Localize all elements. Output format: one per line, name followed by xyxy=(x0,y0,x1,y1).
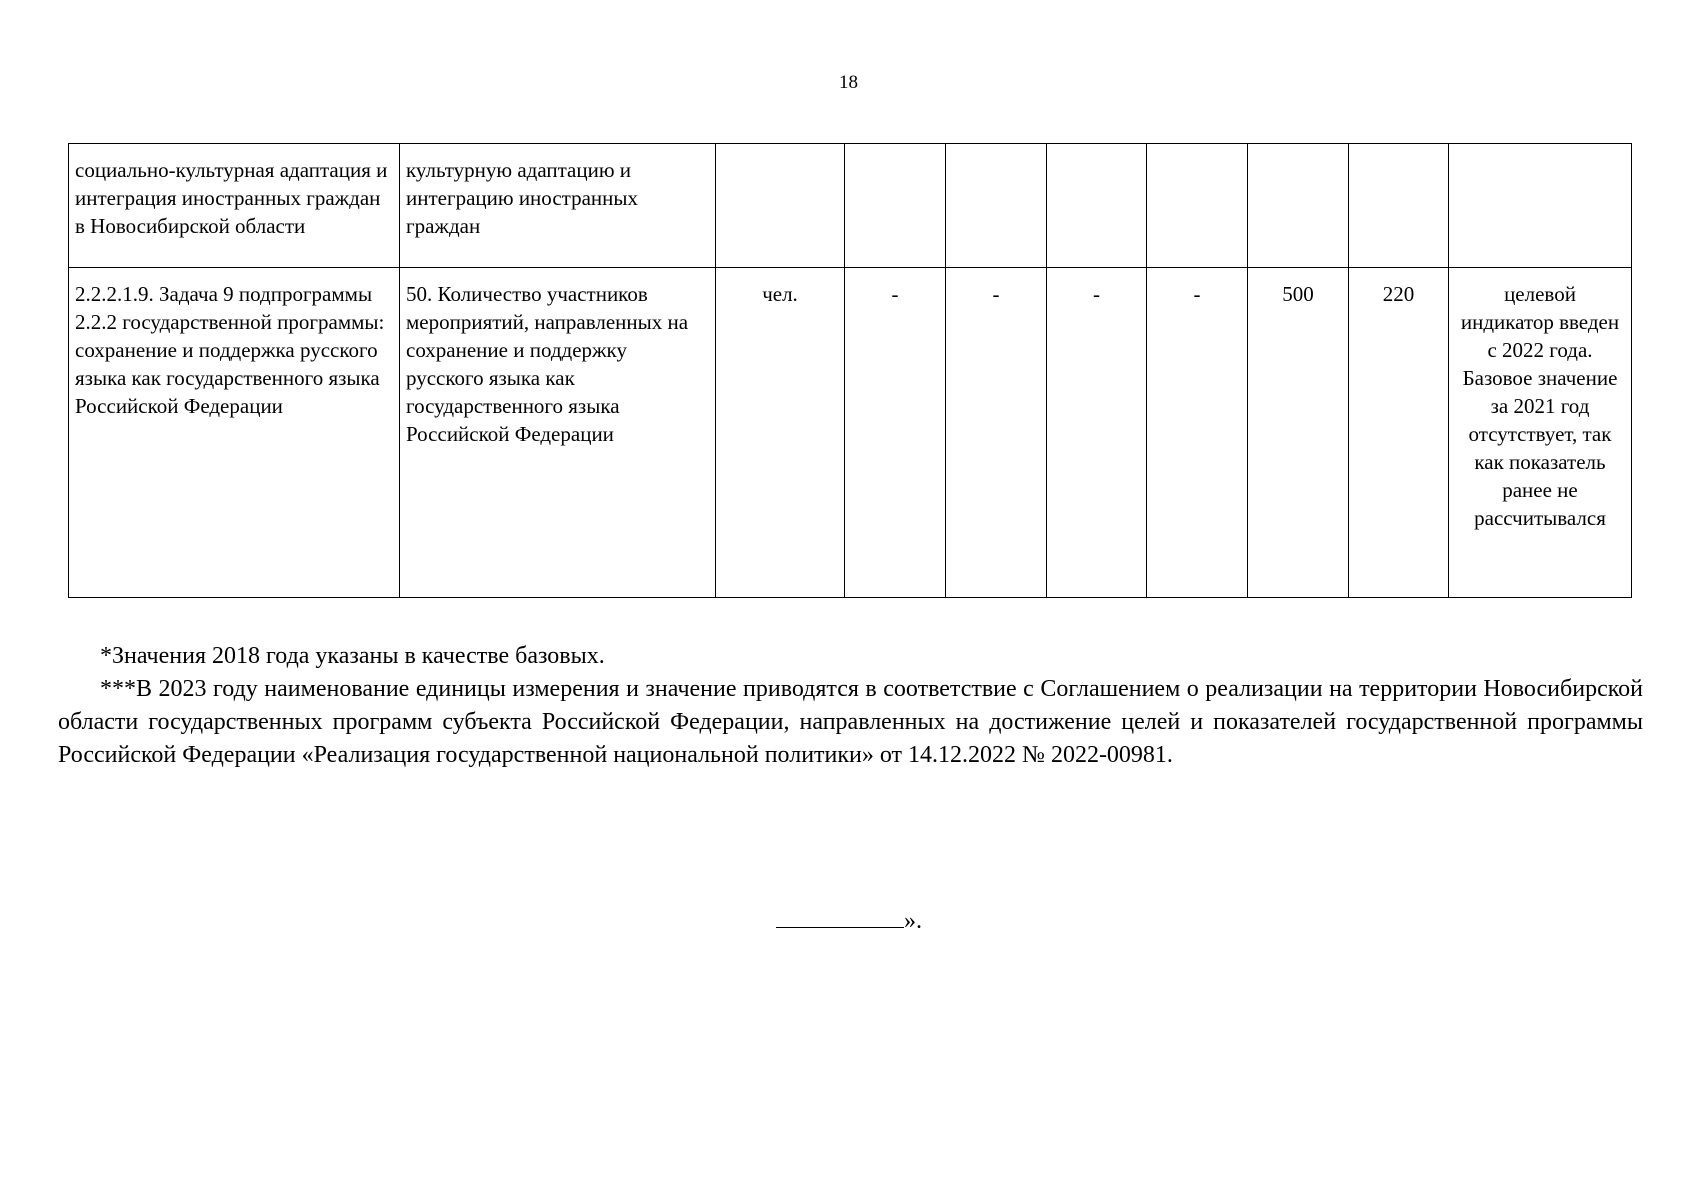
note-cell: целевой индикатор введен с 2022 года. Базовое значение за 2021 год отсутствует, так как показатель ранее не рассчитывался xyxy=(1449,268,1632,598)
closing-underline xyxy=(776,900,904,928)
unit-cell xyxy=(716,144,845,268)
footnote-2023-units: ***В 2023 году наименование единицы измерения и значение приводятся в соответствие с Соглашением о реализации на территории Новосибирской области государственных программ субъекта Российской Федерации, направленных на достижение целей и показателей государственной программы Российской Федерации «Реализация государственной национальной политики» от 14.12.2022 № 2022-00981. xyxy=(58,676,1643,768)
value-cell xyxy=(946,144,1047,268)
footnotes xyxy=(58,640,1643,772)
value-cell xyxy=(1147,144,1248,268)
table-row xyxy=(69,144,1632,268)
value-cell: 500 xyxy=(1248,268,1349,598)
value-cell: - xyxy=(1047,268,1147,598)
value-cell: 220 xyxy=(1349,268,1449,598)
value-cell xyxy=(1248,144,1349,268)
value-cell xyxy=(1047,144,1147,268)
indicators-table xyxy=(68,143,1632,598)
value-cell xyxy=(845,144,946,268)
note-cell xyxy=(1449,144,1632,268)
indicator-cell: 50. Количество участников мероприятий, направленных на сохранение и поддержку русского языка как государственного языка Российской Федерации xyxy=(400,268,716,598)
table-row xyxy=(69,268,1632,598)
value-cell xyxy=(1349,144,1449,268)
task-cell: социально-культурная адаптация и интеграция иностранных граждан в Новосибирской области xyxy=(69,144,400,268)
value-cell: - xyxy=(845,268,946,598)
closing-quote: ». xyxy=(904,908,922,934)
value-cell: - xyxy=(1147,268,1248,598)
unit-cell: чел. xyxy=(716,268,845,598)
value-cell: - xyxy=(946,268,1047,598)
page-number: 18 xyxy=(839,72,858,93)
closing-mark xyxy=(776,900,922,938)
indicator-cell: культурную адаптацию и интеграцию иностранных граждан xyxy=(400,144,716,268)
task-cell: 2.2.2.1.9. Задача 9 подпрограммы 2.2.2 государственной программы: сохранение и поддержка русского языка как государственного языка Российской Федерации xyxy=(69,268,400,598)
footnote-base-values: *Значения 2018 года указаны в качестве базовых. xyxy=(100,643,605,669)
